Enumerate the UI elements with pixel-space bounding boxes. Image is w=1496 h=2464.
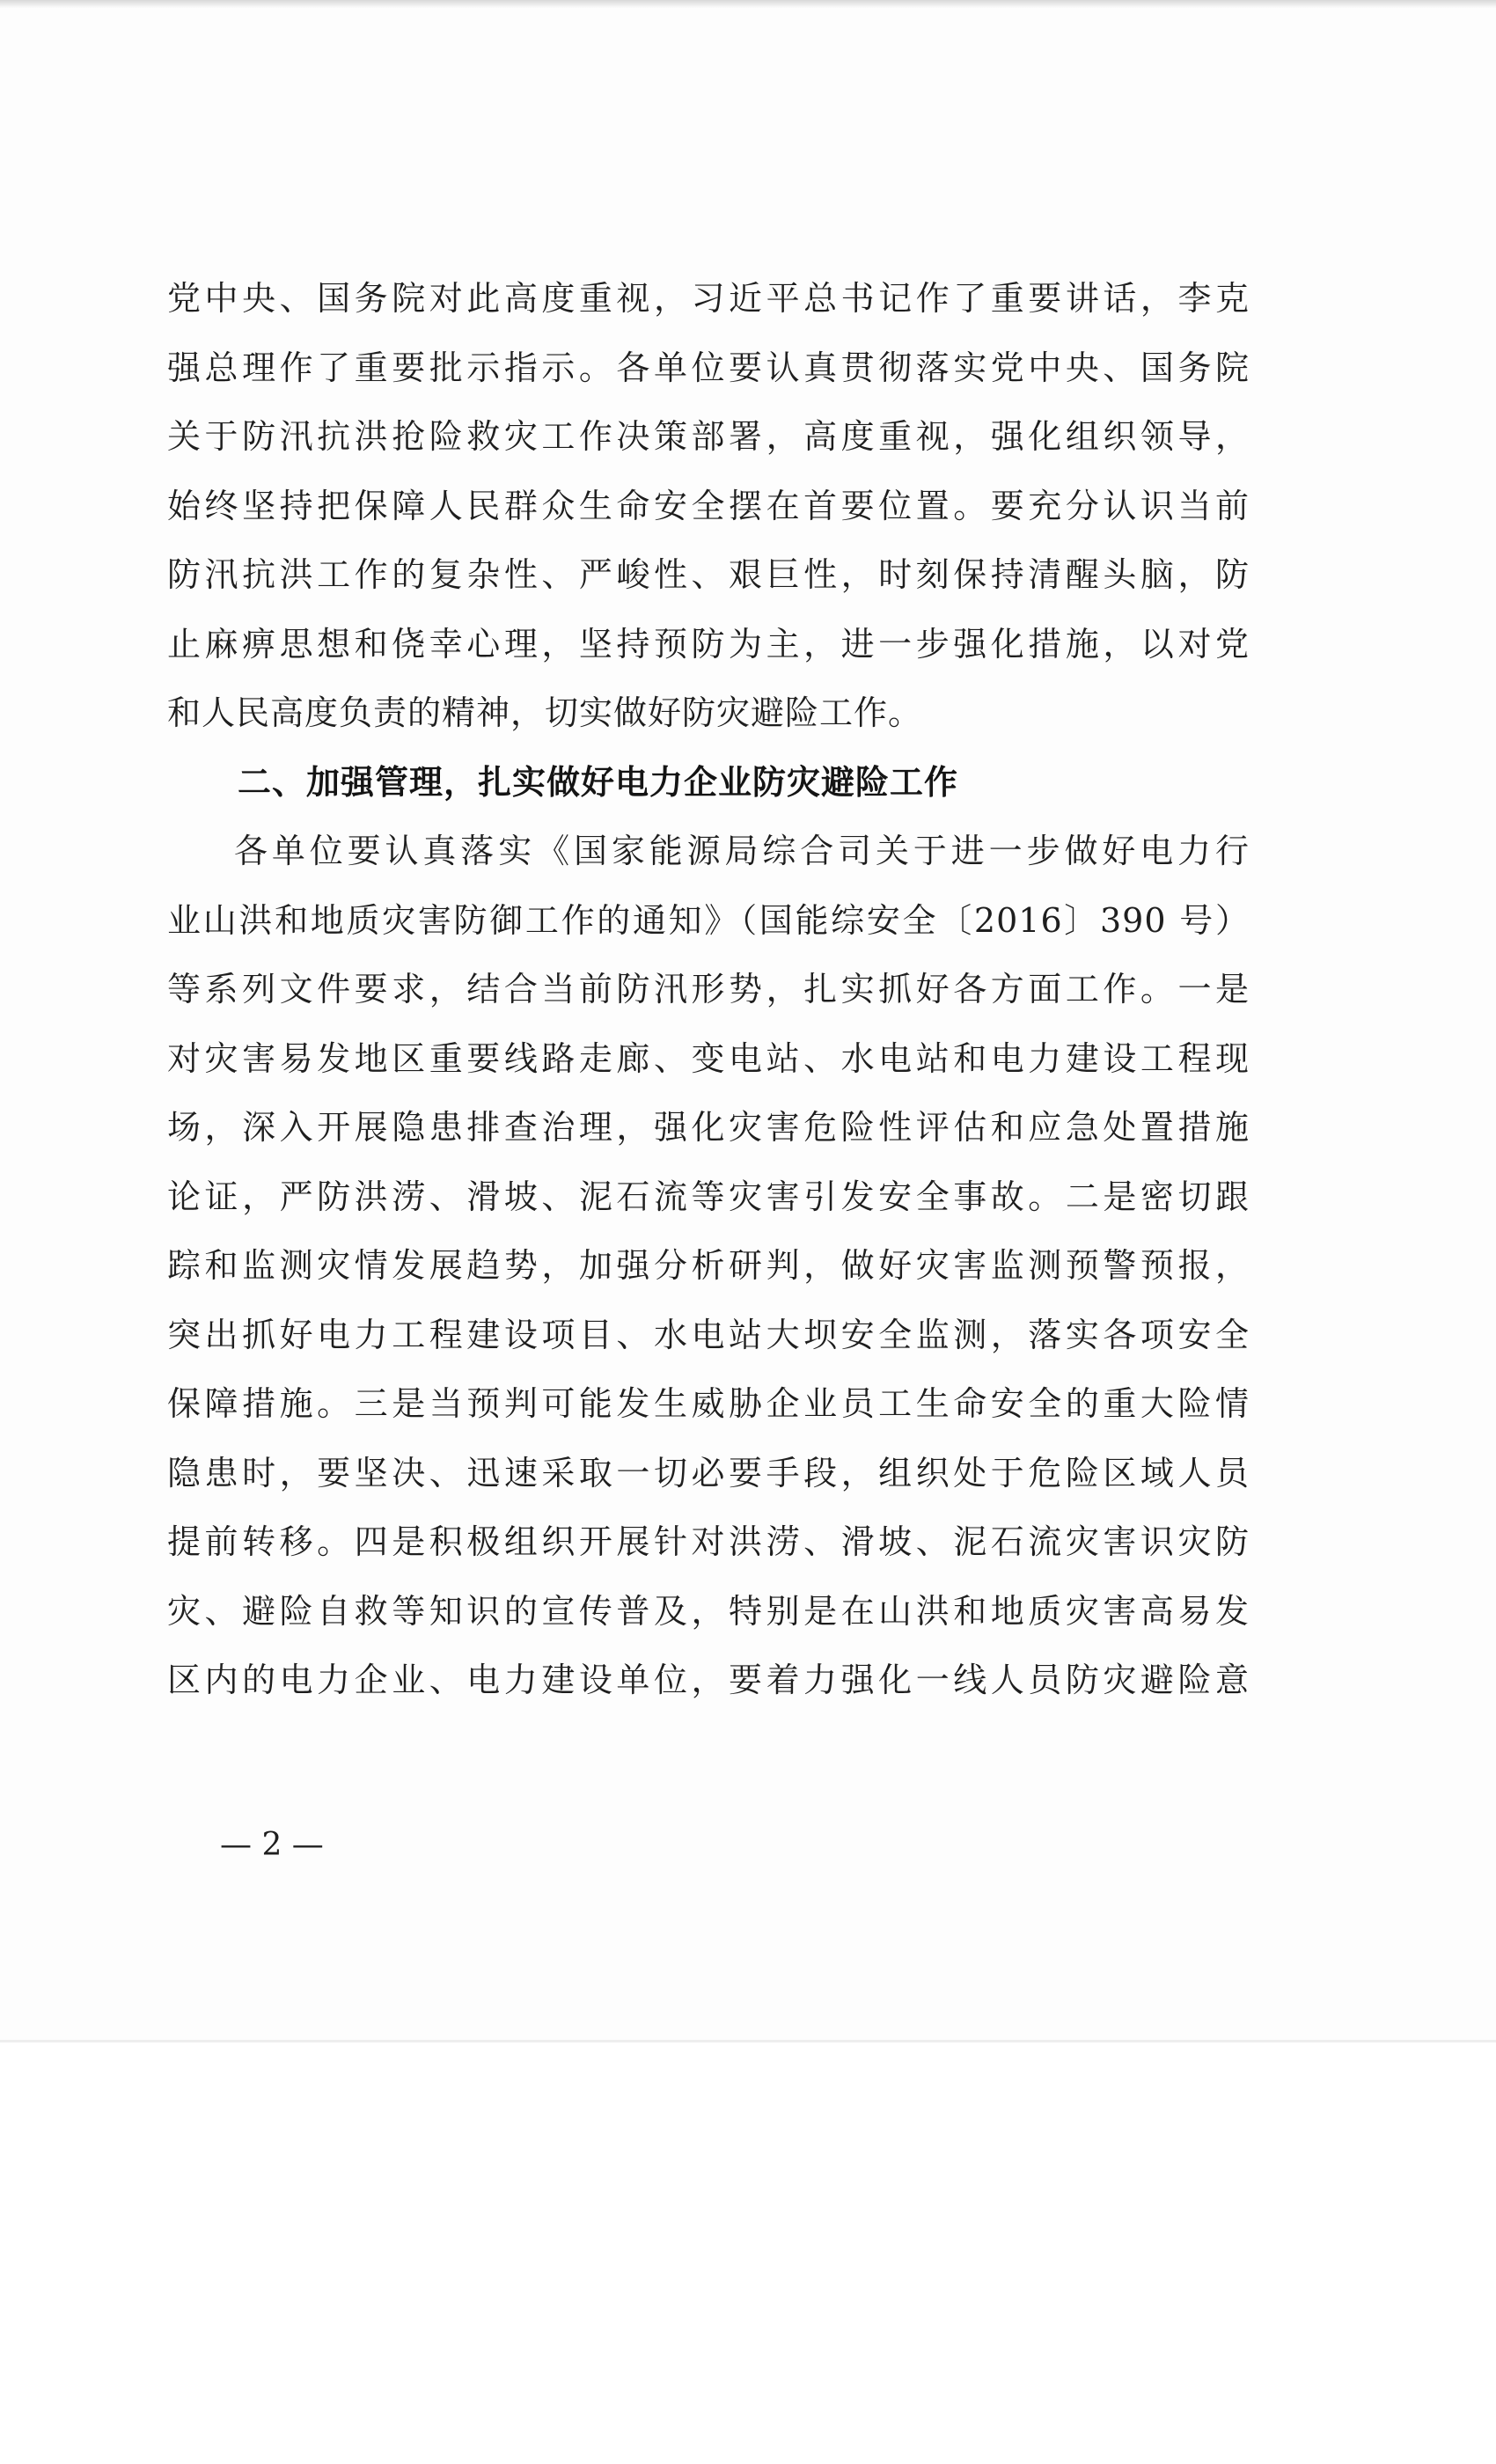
body-line: 和人民高度负责的精神，切实做好防灾避险工作。 [167,693,923,732]
body-line: 场，深入开展隐患排查治理，强化灾害危险性评估和应急处置措施 [167,1108,1250,1147]
body-line: 党中央、国务院对此高度重视，习近平总书记作了重要讲话，李克 [167,279,1250,318]
page-number: — 2 — [220,1827,324,1863]
body-line: 关于防汛抗洪抢险救灾工作决策部署，高度重视，强化组织领导， [167,417,1250,456]
body-line: 隐患时，要坚决、迅速采取一切必要手段，组织处于危险区域人员 [167,1453,1250,1492]
body-line: 提前转移。四是积极组织开展针对洪涝、滑坡、泥石流灾害识灾防 [167,1522,1250,1561]
body-line: 区内的电力企业、电力建设单位，要着力强化一线人员防灾避险意 [167,1661,1250,1699]
page-bottom-edge [0,2040,1496,2042]
section-heading: 二、加强管理，扎实做好电力企业防灾避险工作 [238,762,959,802]
body-line: 各单位要认真落实《国家能源局综合司关于进一步做好电力行 [234,832,1250,870]
scan-top-edge [0,0,1496,9]
body-line: 业山洪和地质灾害防御工作的通知》（国能综安全〔2016〕390 号） [167,900,1250,940]
body-line: 等系列文件要求，结合当前防汛形势，扎实抓好各方面工作。一是 [167,970,1250,1008]
body-line: 灾、避险自救等知识的宣传普及，特别是在山洪和地质灾害高易发 [167,1591,1250,1631]
document-body [167,264,1250,1715]
body-line: 始终坚持把保障人民群众生命安全摆在首要位置。要充分认识当前 [167,486,1250,525]
body-line: 强总理作了重要批示指示。各单位要认真贯彻落实党中央、国务院 [167,348,1250,387]
body-line: 论证，严防洪涝、滑坡、泥石流等灾害引发安全事故。二是密切跟 [167,1177,1250,1216]
body-line: 对灾害易发地区重要线路走廊、变电站、水电站和电力建设工程现 [167,1038,1250,1078]
body-line: 防汛抗洪工作的复杂性、严峻性、艰巨性，时刻保持清醒头脑，防 [167,555,1250,594]
body-line: 踪和监测灾情发展趋势，加强分析研判，做好灾害监测预警预报， [167,1246,1250,1285]
body-line: 止麻痹思想和侥幸心理，坚持预防为主，进一步强化措施，以对党 [167,624,1250,664]
body-line: 突出抓好电力工程建设项目、水电站大坝安全监测，落实各项安全 [167,1315,1250,1354]
body-line: 保障措施。三是当预判可能发生威胁企业员工生命安全的重大险情 [167,1384,1250,1423]
